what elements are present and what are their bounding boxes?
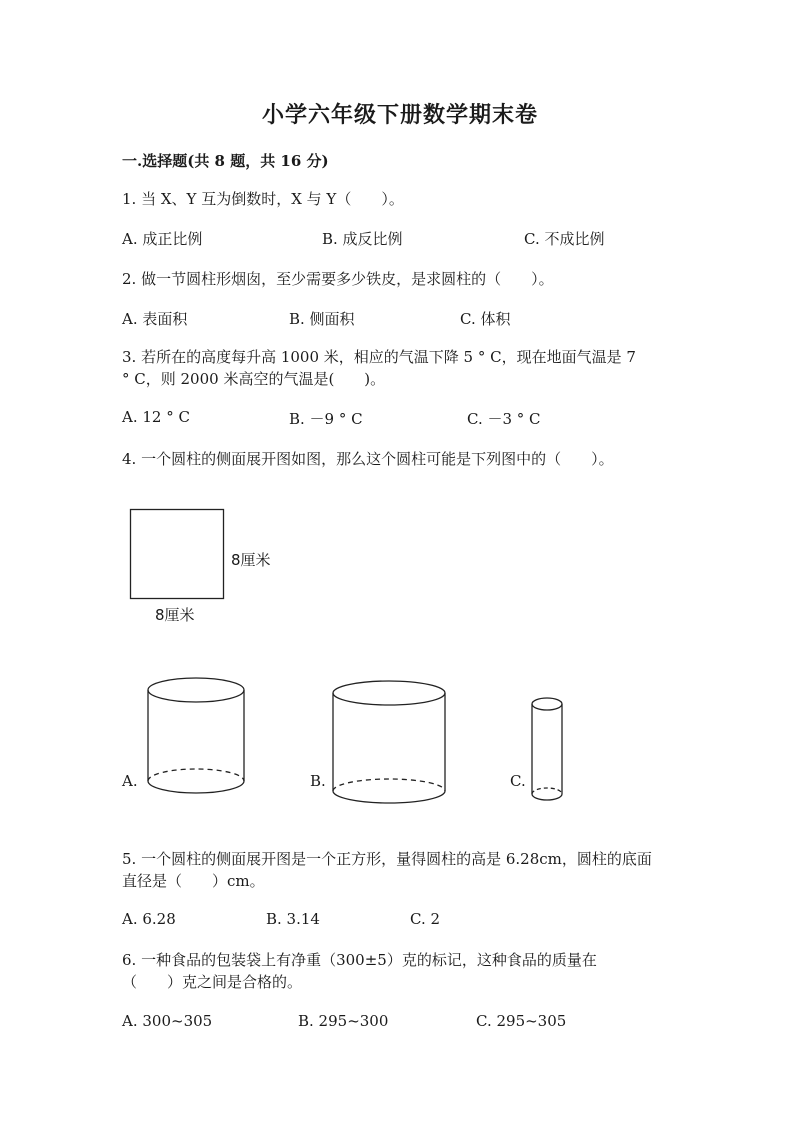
question-3-option-c: C. －3 ° C xyxy=(467,410,541,428)
question-6-option-c: C. 295~305 xyxy=(476,1012,567,1030)
question-3-stem-line-1: 3. 若所在的高度每升高 1000 米，相应的气温下降 5 ° C，现在地面气温是 7 xyxy=(122,348,636,366)
question-5-stem-line-2: 直径是（ ）cm。 xyxy=(122,872,265,890)
question-2-stem: 2. 做一节圆柱形烟囱，至少需要多少铁皮，是求圆柱的（ ）。 xyxy=(122,270,554,288)
unfolded-square xyxy=(131,510,224,599)
page-title: 小学六年级下册数学期末卷 xyxy=(261,102,538,128)
question-2-option-c: C. 体积 xyxy=(460,310,511,328)
question-1-stem: 1. 当 X、Y 互为倒数时，X 与 Y（ ）。 xyxy=(122,190,404,208)
question-2-option-b: B. 侧面积 xyxy=(289,310,355,328)
question-4-option-b: B. xyxy=(310,772,326,790)
square-bottom-label: 8厘米 xyxy=(155,606,195,624)
question-1-option-b: B. 成反比例 xyxy=(322,230,403,248)
question-4-stem: 4. 一个圆柱的侧面展开图如图，那么这个圆柱可能是下列图中的（ ）。 xyxy=(122,450,614,468)
cylinder-a xyxy=(148,678,244,793)
question-5-option-c: C. 2 xyxy=(410,910,441,928)
cylinder-b xyxy=(333,681,445,803)
question-6-stem-line-2: （ ）克之间是合格的。 xyxy=(122,973,303,991)
question-1-option-a: A. 成正比例 xyxy=(122,230,203,248)
question-6-stem-line-1: 6. 一种食品的包装袋上有净重（300±5）克的标记，这种食品的质量在 xyxy=(122,951,597,969)
question-4-option-a: A. xyxy=(122,772,138,790)
question-6-option-b: B. 295~300 xyxy=(298,1012,389,1030)
cylinder-c xyxy=(532,698,562,800)
question-4-option-c: C. xyxy=(510,772,526,790)
question-3-stem-line-2: ° C，则 2000 米高空的气温是( )。 xyxy=(122,370,386,388)
question-3-option-a: A. 12 ° C xyxy=(122,408,190,426)
square-side-label: 8厘米 xyxy=(231,551,271,569)
question-5-option-b: B. 3.14 xyxy=(266,910,320,928)
question-5-stem-line-1: 5. 一个圆柱的侧面展开图是一个正方形，量得圆柱的高是 6.28cm，圆柱的底面 xyxy=(122,850,652,868)
question-6-option-a: A. 300~305 xyxy=(122,1012,213,1030)
question-1-option-c: C. 不成比例 xyxy=(524,230,605,248)
section-heading: 一.选择题(共 8 题，共 16 分) xyxy=(122,152,329,170)
question-3-option-b: B. －9 ° C xyxy=(289,410,363,428)
question-5-option-a: A. 6.28 xyxy=(122,910,176,928)
question-2-option-a: A. 表面积 xyxy=(122,310,188,328)
